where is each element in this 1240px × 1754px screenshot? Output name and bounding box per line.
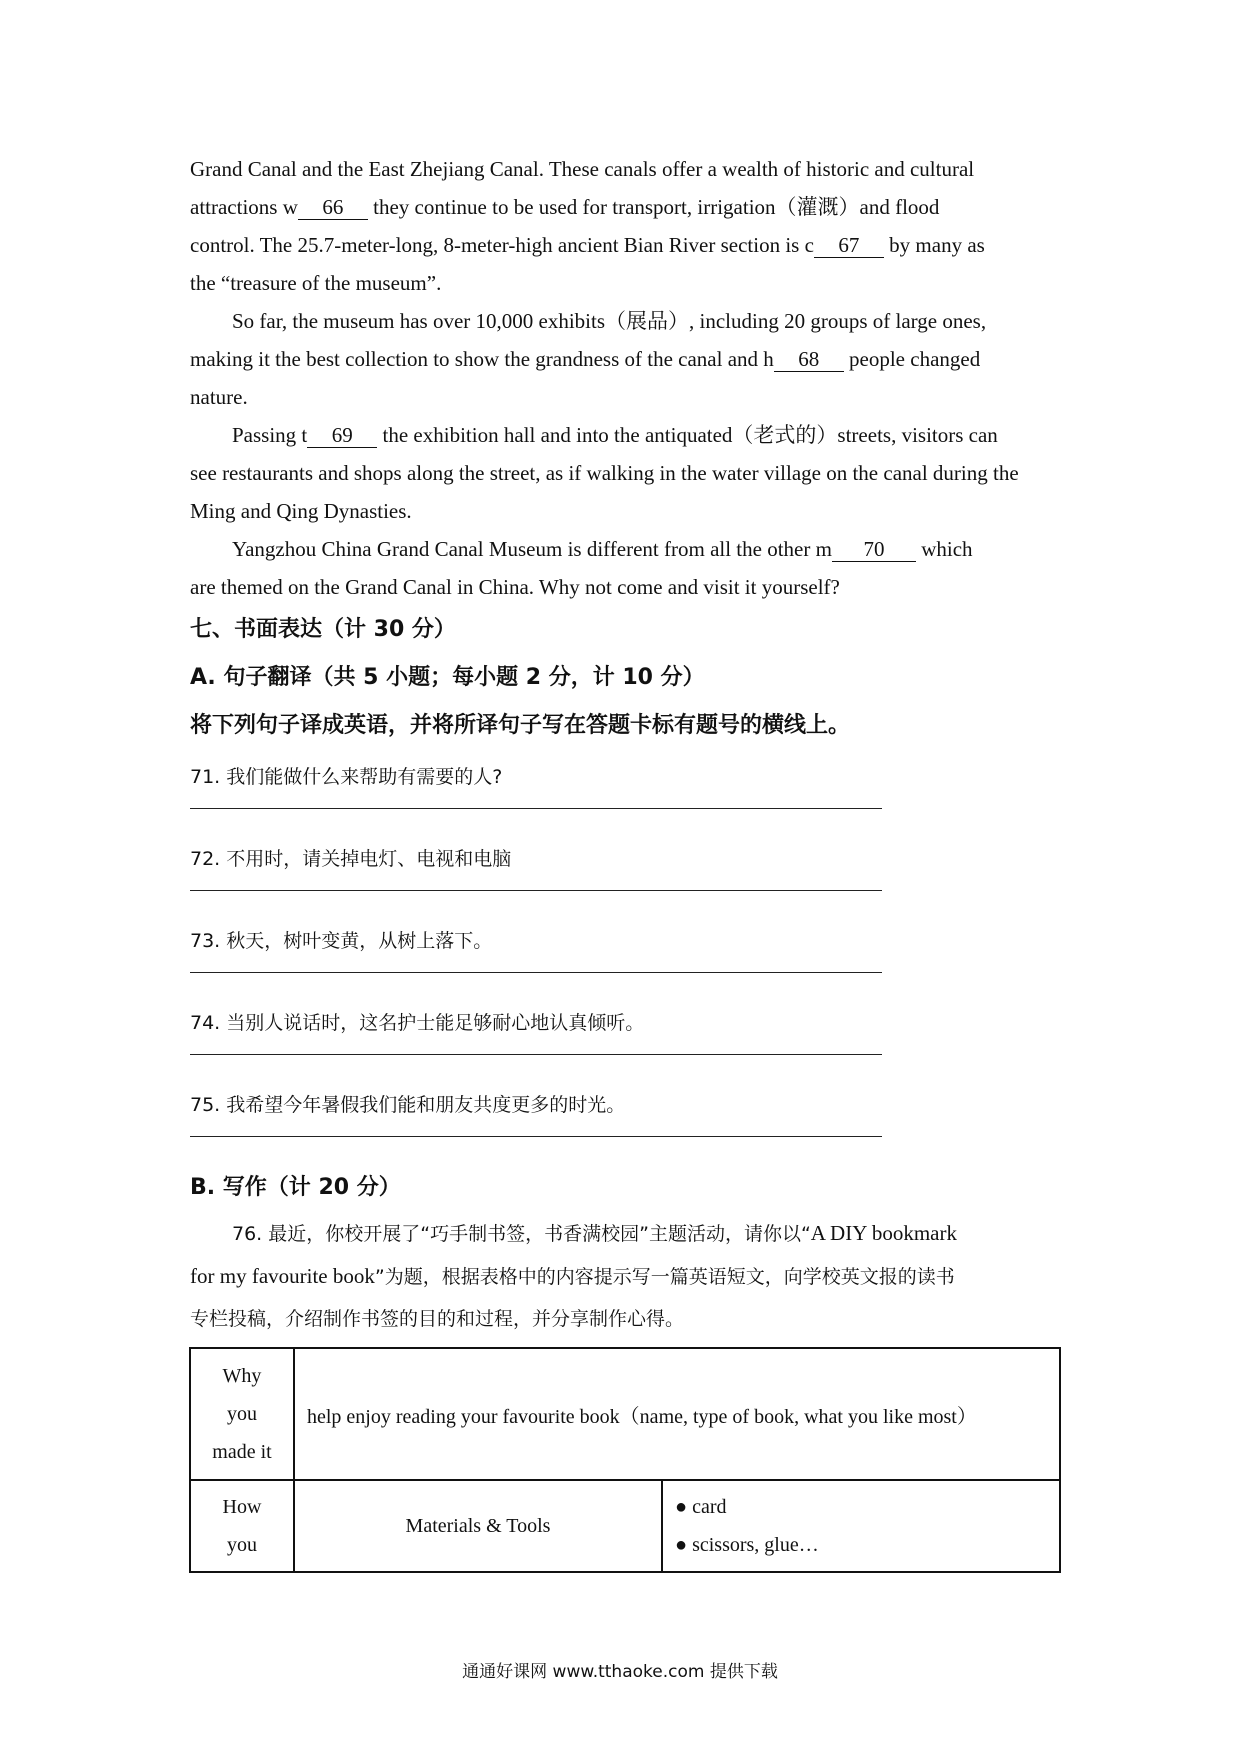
table-row-how [190,1480,1060,1572]
page-footer: 通通好课网 www.tthaoke.com 提供下载 [462,1662,778,1682]
answer-line-75[interactable] [190,1136,882,1137]
question-text: 71. 我们能做什么来帮助有需要的人? [190,766,503,788]
row-content-why: help enjoy reading your favourite book（name, type of book, what you like most） [294,1348,1060,1480]
passage-paragraph-4: Yangzhou China Grand Canal Museum is different from all the other m 70 which are themed on the Grand Canal in China. Why not come and visit it yourself? [190,537,973,599]
question-text: 74. 当别人说话时，这名护士能足够耐心地认真倾听。 [190,1012,645,1034]
section-7-title: 七、书面表达（计 30 分） [190,617,456,642]
passage-paragraph-2: So far, the museum has over 10,000 exhibits（展品）, including 20 groups of large ones, making it the best collection to show the grandness of the canal and h 68 people changed nature. [190,309,987,409]
question-75 [190,1082,1062,1164]
table-row-why [190,1348,1060,1480]
list-item: ● card [675,1496,727,1518]
blank-68[interactable]: 68 [774,347,844,372]
part-a-instruction: 将下列句子译成英语，并将所译句子写在答题卡标有题号的横线上。 [190,713,851,738]
materials-list [662,1480,1060,1572]
blank-67[interactable]: 67 [814,233,884,258]
question-text: 73. 秋天，树叶变黄，从树上落下。 [190,930,493,952]
materials-tools-cell: Materials & Tools [294,1480,662,1572]
question-74 [190,1000,1062,1082]
row-label-how: How you [190,1480,294,1572]
answer-line-73[interactable] [190,972,882,973]
row-label-why: Why you made it [190,1348,294,1480]
writing-prompt: 76. 最近，你校开展了“巧手制书签，书香满校园”主题活动，请你以“A DIY bookmark for my favourite book”为题，根据表格中的内容提示写一篇英语短文，向学校英文报的读书 专栏投稿，介绍制作书签的目的和过程，并分享制作心得。 [190,1221,957,1330]
part-a-title: A. 句子翻译（共 5 小题；每小题 2 分，计 10 分） [190,665,705,690]
blank-66[interactable]: 66 [298,195,368,220]
answer-line-71[interactable] [190,808,882,809]
question-text: 75. 我希望今年暑假我们能和朋友共度更多的时光。 [190,1094,626,1116]
translation-questions [190,754,1062,1164]
reading-passage [190,150,1062,606]
question-71 [190,754,1062,836]
list-item: ● scissors, glue… [675,1534,819,1556]
blank-69[interactable]: 69 [307,423,377,448]
writing-outline-table [189,1347,1061,1573]
passage-paragraph-1: Grand Canal and the East Zhejiang Canal. These canals offer a wealth of historic and cultural attractions w 66 they continue to be used for transport, irrigation（灌溉）and flood control. The 25.7-meter-long, 8-meter-high ancient Bian River section is c 67 by many as the “treasure of the museum”. [190,157,985,295]
question-73 [190,918,1062,1000]
answer-line-74[interactable] [190,1054,882,1055]
page-content [190,150,1062,1340]
answer-line-72[interactable] [190,890,882,891]
question-72 [190,836,1062,918]
blank-70[interactable]: 70 [832,537,916,562]
part-b-title: B. 写作（计 20 分） [190,1175,401,1200]
passage-paragraph-3: Passing t 69 the exhibition hall and into the antiquated（老式的）streets, visitors can see restaurants and shops along the street, as if walking in the water village on the canal during the Ming and Qing Dynasties. [190,423,1019,523]
question-text: 72. 不用时，请关掉电灯、电视和电脑 [190,848,512,870]
